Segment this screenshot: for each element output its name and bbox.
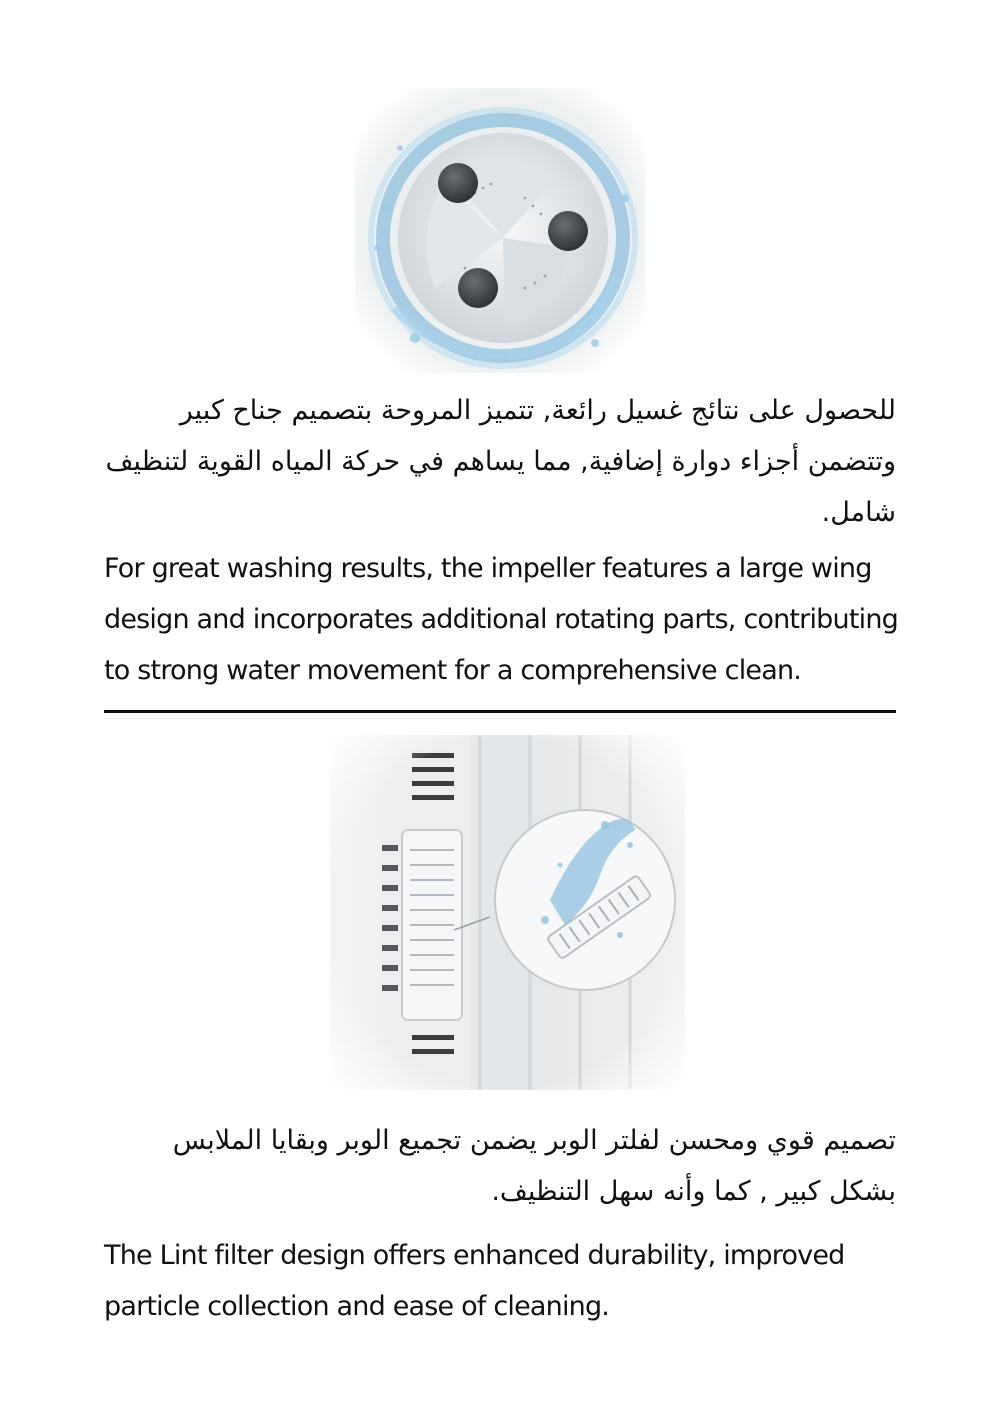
lint-filter-description-arabic: تصميم قوي ومحسن لفلتر الوبر يضمن تجميع الوبر وبقايا الملابس بشكل كبير , كما وأنه سهل التنظيف.: [172, 1125, 896, 1207]
lint-filter-description-english: The Lint filter design offers enhanced durability, improved particle collection and ease of cleaning.: [104, 1240, 845, 1322]
impeller-description-english: For great washing results, the impeller features a large wing design and incorporates additional rotating parts, contributing to strong water movement for a comprehensive clean.: [104, 553, 898, 686]
section-divider: [104, 710, 896, 713]
impeller-description-arabic: للحصول على نتائج غسيل رائعة, تتميز المروحة بتصميم جناح كبير وتتضمن أجزاء دوارة إضافية, مما يساهم في حركة المياه القوية لتنظيف شامل.: [105, 395, 896, 528]
lint-filter-image: [330, 735, 685, 1090]
impeller-image: [355, 88, 645, 373]
